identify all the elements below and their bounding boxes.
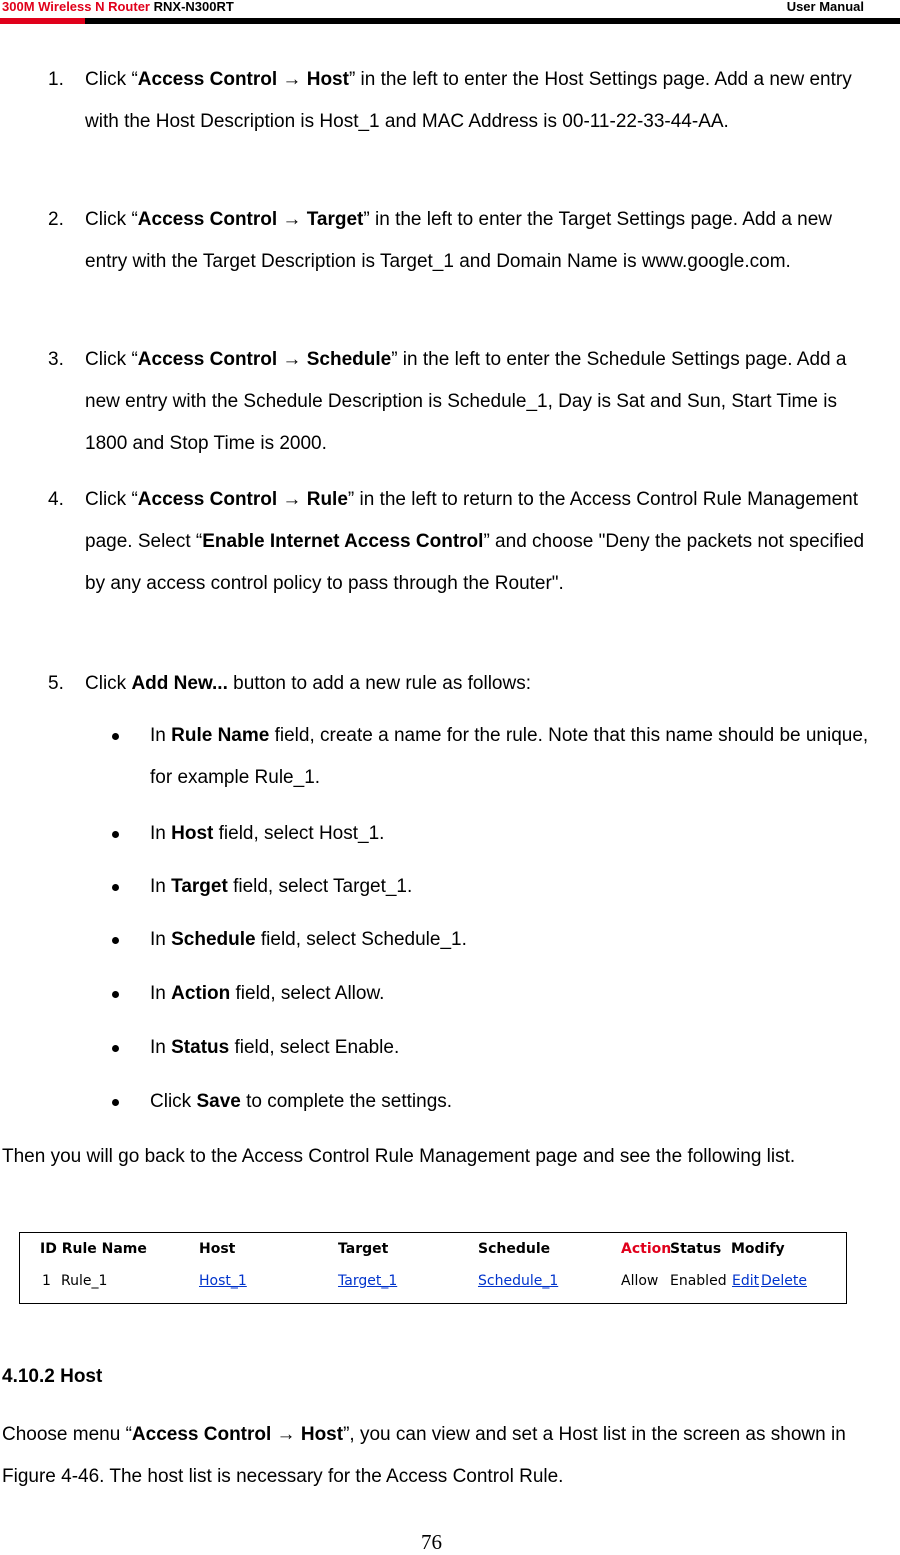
step-4 — [48, 479, 878, 647]
step-5 — [48, 663, 878, 705]
row-id: 1 — [42, 1273, 51, 1289]
header-brand — [2, 0, 234, 14]
step-1 — [48, 59, 878, 185]
page-number: 76 — [421, 1530, 442, 1554]
bullet-dot-icon — [112, 991, 119, 998]
header-black-bar — [85, 18, 900, 24]
step-text: Click “Access Control → Schedule” in the left to enter the Schedule Settings page. Add a new entry with the Schedule Description is Schedule_1, Day is Sat and Sun, Start Time is 1800 and Stop Time is 2000. — [85, 349, 847, 454]
after-list-paragraph: Then you will go back to the Access Control Rule Management page and see the following list. — [2, 1146, 796, 1167]
header-target: Target — [338, 1241, 389, 1257]
step-number: 1. — [48, 69, 64, 90]
step-number: 4. — [48, 489, 64, 510]
header-red-bar — [0, 18, 85, 24]
header-action: Action — [621, 1241, 672, 1257]
bullet-dot-icon — [112, 831, 119, 838]
rule-list-table — [19, 1232, 847, 1304]
section-paragraph: Choose menu “Access Control → Host”, you can view and set a Host list in the screen as shown in Figure 4-46. The host list is necessary for the Access Control Rule. — [2, 1424, 846, 1487]
bullet-dot-icon — [112, 937, 119, 944]
row-edit-link[interactable]: Edit — [732, 1273, 760, 1289]
step-text: Click Add New... button to add a new rule as follows: — [85, 673, 532, 694]
step-number: 2. — [48, 209, 64, 230]
section-title: 4.10.2 Host — [2, 1366, 103, 1387]
header-model: RNX-N300RT — [153, 0, 234, 14]
row-status: Enabled — [670, 1273, 727, 1289]
row-delete-link[interactable]: Delete — [761, 1273, 807, 1289]
header-id-rule-name: ID Rule Name — [40, 1241, 147, 1257]
bullet-dot-icon — [112, 1045, 119, 1052]
step-text: Click “Access Control → Host” in the left to enter the Host Settings page. Add a new entry with the Host Description is Host_1 and MAC Address is 00-11-22-33-44-AA. — [85, 69, 852, 132]
row-target-link[interactable]: Target_1 — [338, 1273, 398, 1289]
step-2 — [48, 199, 878, 325]
header-manual-label: User Manual — [786, 0, 864, 14]
step-3 — [48, 339, 878, 465]
row-host-link[interactable]: Host_1 — [199, 1273, 247, 1289]
page-header — [0, 0, 900, 26]
header-status: Status — [670, 1241, 722, 1257]
row-schedule-link[interactable]: Schedule_1 — [478, 1273, 559, 1289]
header-host: Host — [199, 1241, 236, 1257]
row-rule-name: Rule_1 — [61, 1273, 108, 1289]
bullet-dot-icon — [112, 1099, 119, 1106]
bullet-dot-icon — [112, 884, 119, 891]
header-schedule: Schedule — [478, 1241, 551, 1257]
step-text: Click “Access Control → Target” in the left to enter the Target Settings page. Add a new entry with the Target Description is Target_1 and Domain Name is www.google.com. — [85, 209, 833, 272]
header-brand-name: 300M Wireless N Router — [2, 0, 150, 14]
bullet-dot-icon — [112, 733, 119, 740]
bullet-item: In Rule Name field, create a name for the rule. Note that this name should be unique, for example Rule_1. — [112, 715, 882, 799]
step-number: 3. — [48, 349, 64, 370]
step-number: 5. — [48, 673, 64, 694]
step-text: Click “Access Control → Rule” in the left to return to the Access Control Rule Management page. Select “Enable Internet Access Control” and choose "Deny the packets not specified by any access control policy to pass through the Router". — [85, 489, 865, 594]
header-modify: Modify — [731, 1241, 785, 1257]
row-action: Allow — [621, 1273, 659, 1289]
